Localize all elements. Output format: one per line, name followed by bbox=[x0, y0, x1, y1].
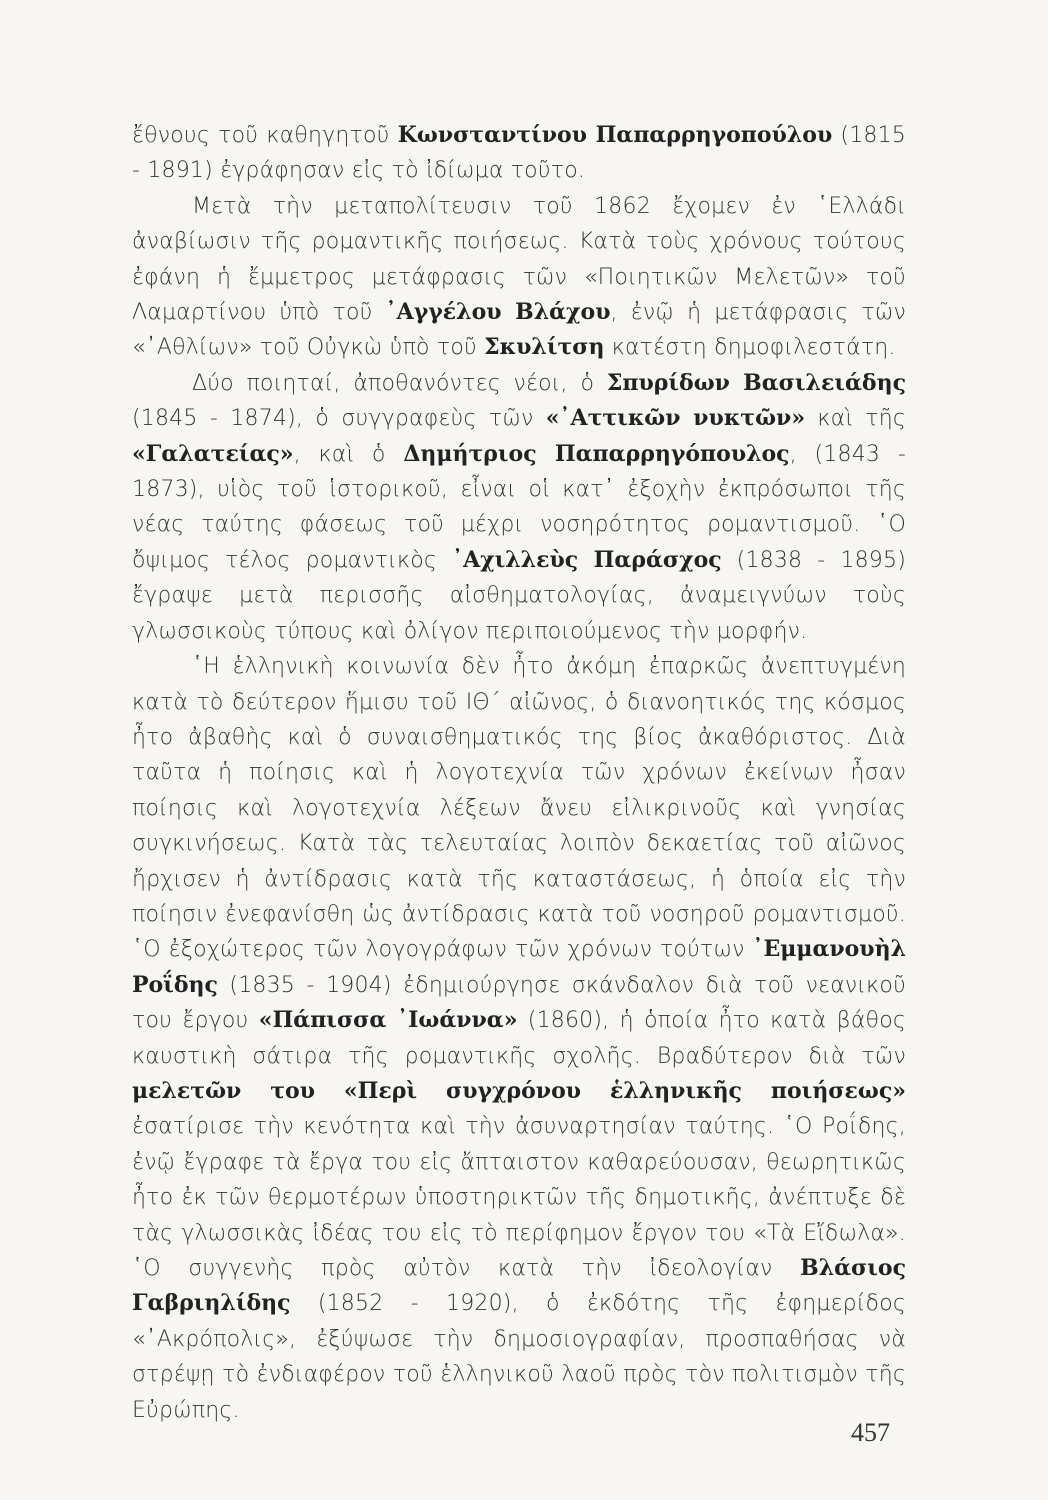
bold-text-segment: μελετῶν του «Περὶ συγχρόνου ἑλληνικῆς ποιήσεως» bbox=[132, 1077, 906, 1104]
text-segment: (1835 - 1904) ἐδημιούργησε σκάνδαλον διὰ τοῦ νεανικοῦ του ἔργου bbox=[132, 972, 906, 1034]
text-segment: (1838 - 1895) ἔγραψε μετὰ περισσῆς αἰσθηματολογίας, ἀναμειγνύων τοὺς γλωσσικοὺς τύπους καὶ ὀλίγον περιποιούμενος τὴν μορφήν. bbox=[132, 547, 906, 644]
paragraph-2 bbox=[132, 189, 906, 366]
paragraph-4 bbox=[132, 649, 906, 1428]
text-segment: (1845 - 1874), ὁ συγγραφεὺς τῶν bbox=[132, 406, 546, 432]
paragraph-1 bbox=[132, 118, 906, 189]
body-text bbox=[132, 118, 906, 1428]
bold-text-segment: Σπυρίδων Βασιλειάδης bbox=[606, 369, 906, 396]
text-segment: Μετὰ τὴν μεταπολίτευσιν τοῦ 1862 ἔχομεν ἐν ῾Ελλάδι ἀναβίωσιν τῆς ρομαντικῆς ποιήσεως. Κατὰ τοὺς χρόνους τούτους ἐφάνη ἡ ἔμμετρος μετάφρασις τῶν «Ποιητικῶν Μελετῶν» τοῦ Λαμαρτίνου ὑπὸ τοῦ bbox=[132, 193, 906, 326]
bold-text-segment: Δημήτριος Παπαρρηγόπουλος bbox=[403, 440, 790, 467]
bold-text-segment: «᾿Αττικῶν νυκτῶν» bbox=[545, 405, 806, 432]
page-number: 457 bbox=[851, 1418, 890, 1447]
text-segment: ἐσατίρισε τὴν κενότητα καὶ τὴν ἀσυναρτησίαν ταύτης. ῾Ο Ροΐδης, ἐνῷ ἔγραφε τὰ ἔργα του εἰς ἄπταιστον καθαρεύουσαν, θεωρητικῶς ἦτο ἐκ τῶν θερμοτέρων ὑποστηρικτῶν τῆς δημοτικῆς, ἀνέπτυξε δὲ τὰς γλωσσικὰς ἰδέας του εἰς τὸ περίφημον ἔργον του «Τὰ Εἴδωλα». ῾Ο συγγενὴς πρὸς αὐτὸν κατὰ τὴν ἰδεολογίαν bbox=[132, 1114, 906, 1281]
text-segment: (1815 - 1891) ἐγράφησαν εἰς τὸ ἰδίωμα τοῦτο. bbox=[132, 123, 906, 184]
bold-text-segment: «Γαλατείας» bbox=[132, 440, 294, 467]
text-segment: , καὶ ὁ bbox=[293, 441, 404, 467]
text-segment: , ἐνῷ ἡ μετάφρασις τῶν «᾿Αθλίων» τοῦ Οὐγκὼ ὑπὸ τοῦ bbox=[132, 300, 906, 361]
bold-text-segment: «Πάπισσα ᾿Ιωάννα» bbox=[258, 1007, 518, 1034]
bold-text-segment: Σκυλίτση bbox=[484, 334, 605, 361]
text-segment: , (1843 - 1873), υἱὸς τοῦ ἱστορικοῦ, εἶναι οἱ κατ᾿ ἐξοχὴν ἐκπρόσωποι τῆς νέας ταύτης φάσεως τοῦ μέχρι νοσηρότητος ρομαντισμοῦ. ῾Ο ὄψιμος τέλος ρομαντικὸς bbox=[132, 441, 906, 573]
text-segment: ἔθνους τοῦ καθηγητοῦ bbox=[132, 123, 398, 148]
text-segment: Δύο ποιηταί, ἀποθανόντες νέοι, ὁ bbox=[192, 370, 607, 396]
text-segment: κατέστη δημοφιλεστάτη. bbox=[604, 335, 896, 361]
bold-text-segment: Βλάσιος Γαβριηλίδης bbox=[132, 1255, 906, 1317]
paragraph-3 bbox=[132, 366, 906, 649]
text-segment: καὶ τῆς bbox=[805, 406, 906, 432]
bold-text-segment: ᾿Εμμανουὴλ Ροΐδης bbox=[132, 936, 906, 998]
text-segment: (1860), ἡ ὁποία ἦτο κατὰ βάθος καυστικὴ σάτιρα τῆς ρομαντικῆς σχολῆς. Βραδύτερον διὰ τῶν bbox=[132, 1008, 906, 1069]
bold-text-segment: ᾿Αγγέλου Βλάχου bbox=[385, 299, 611, 326]
text-segment: ῾Η ἑλληνικὴ κοινωνία δὲν ἦτο ἀκόμη ἐπαρκῶς ἀνεπτυγμένη κατὰ τὸ δεύτερον ἥμισυ τοῦ ΙΘ΄ αἰῶνος, ὁ διανοητικός της κόσμος ἦτο ἀβαθὴς καὶ ὁ συναισθηματικός της βίος ἀκαθόριστος. Διὰ ταῦτα ἡ ποίησις καὶ ἡ λογοτεχνία τῶν χρόνων ἐκείνων ἦσαν ποίησις καὶ λογοτεχνία λέξεων ἄνευ εἰλικρινοῦς καὶ γνησίας συγκινήσεως. Κατὰ τὰς τελευταίας λοιπὸν δεκαετίας τοῦ αἰῶνος ἤρχισεν ἡ ἀντίδρασις κατὰ τῆς καταστάσεως, ἡ ὁποία εἰς τὴν ποίησιν ἐνεφανίσθη ὡς ἀντίδρασις κατὰ τοῦ νοσηροῦ ρομαντισμοῦ. ῾Ο ἐξοχώτερος τῶν λογογράφων τῶν χρόνων τούτων bbox=[132, 654, 906, 963]
bold-text-segment: Κωνσταντίνου Παπαρρηγοπούλου bbox=[397, 122, 833, 148]
bold-text-segment: ᾿Αχιλλεὺς Παράσχος bbox=[452, 546, 722, 573]
text-segment: (1852 - 1920), ὁ ἐκδότης τῆς ἐφημερίδος «᾿Ακρόπολις», ἐξύψωσε τὴν δημοσιογραφίαν, προσπαθήσας νὰ στρέψῃ τὸ ἐνδιαφέρον τοῦ ἑλληνικοῦ λαοῦ πρὸς τὸν πολιτισμὸν τῆς Εὐρώπης. bbox=[132, 1291, 906, 1423]
